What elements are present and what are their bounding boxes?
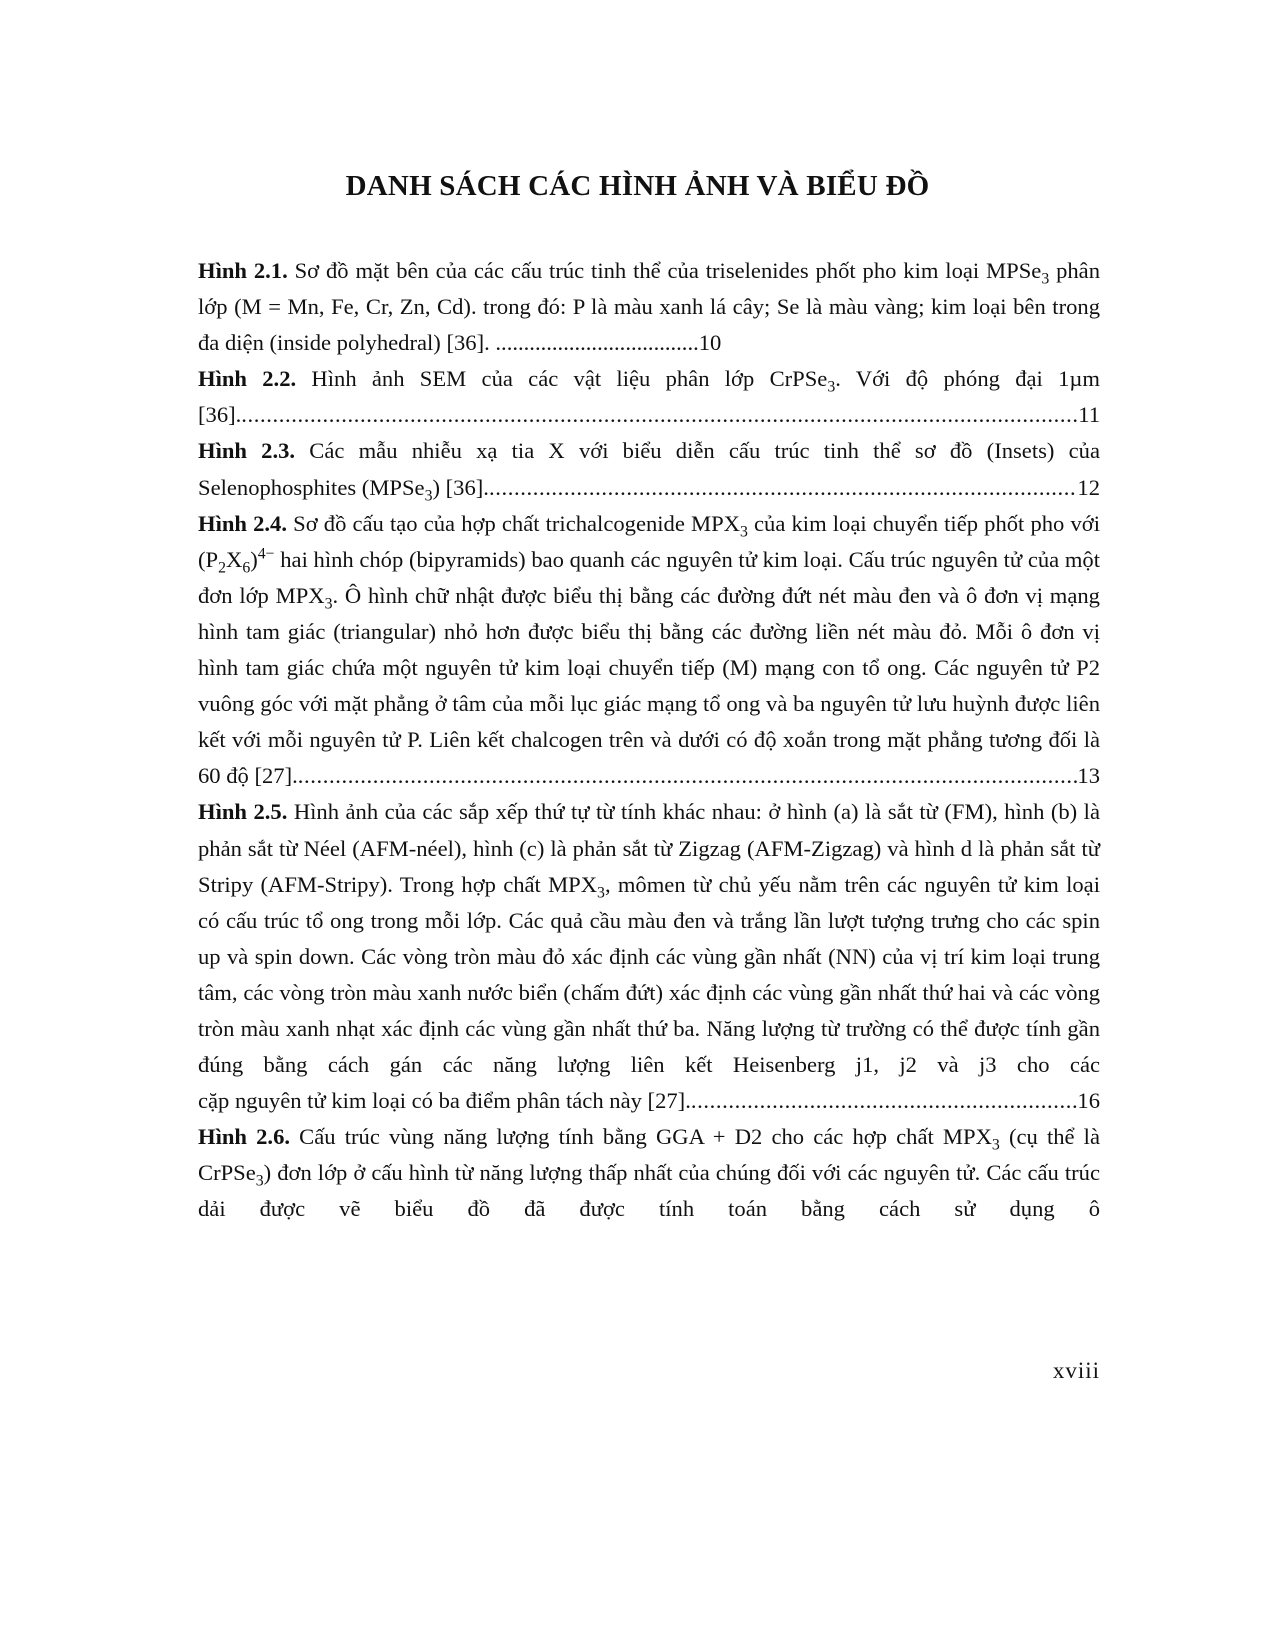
- leader-line: [198, 397, 1100, 433]
- dot-leader: [489, 470, 1077, 506]
- page-reference: 11: [1078, 402, 1100, 428]
- figure-caption-end: Selenophosphites (MPSe$_3$) [36].: [198, 474, 489, 505]
- figure-caption: Sơ đồ mặt bên của các cấu trúc tinh thể của triselenides phốt pho kim loại MPSe: [287, 258, 1042, 283]
- figure-entry-2-4[interactable]: Hình 2.4. Sơ đồ cấu tạo của hợp chất trichalcogenide $MPX_3$ của kim loại chuyển tiếp phốt pho với $(P_2X_6)^{4-}$ hai hình chóp (bipyramids) bao quanh các nguyên tử kim loại. Cấu trúc nguyên tử của một đơn lớp $MPX_3$. Ô hình chữ nhật được biểu thị bằng các đường đứt nét màu đen và ô đơn vị mạng hình tam giác (triangular) nhỏ hơn được biểu thị bằng các đường liền nét màu đỏ. Mỗi ô đơn vị hình tam giác chứa một nguyên tử kim loại chuyển tiếp (M) mạng con tổ ong. Các nguyên tử P2 vuông góc với mặt phẳng ở tâm của mỗi lục giác mạng tổ ong và ba nguyên tử lưu huỳnh được liên kết với mỗi nguyên tử P. Liên kết chalcogen trên và dưới có độ xoắn trong mặt phẳng tương đối là 60 độ [27]. ..... 13: [198, 506, 1100, 795]
- figure-label: Hình 2.5.: [198, 799, 288, 825]
- page-reference: 12: [1077, 474, 1100, 500]
- page-reference: 16: [1077, 1088, 1100, 1114]
- figure-entry-2-2[interactable]: Hình 2.2. Hình ảnh SEM của các vật liệu phân lớp CrPSe$_3$. Với độ phóng đại 1µm [36]. ..... 11: [198, 361, 1100, 433]
- leader-line: [198, 470, 1100, 506]
- figure-caption-end: 60 độ [27].: [198, 763, 298, 789]
- figure-caption-cont: phân lớp (M = Mn, Fe, Cr, Zn, Cd). trong đó: P là màu xanh lá cây; Se là màu vàng; kim loại bên trong đa diện (inside polyhedral) [36].: [198, 258, 1101, 356]
- leader-line: [198, 758, 1100, 794]
- dot-leader: ....................................: [495, 330, 699, 356]
- figure-caption: Các mẫu nhiễu xạ tia X với biểu diễn cấu trúc tinh thể sơ đồ (Insets) của: [295, 438, 1100, 464]
- leader-line: [198, 1083, 1100, 1119]
- figure-caption-end: cặp nguyên tử kim loại có ba điểm phân tách này [27].: [198, 1088, 691, 1114]
- figure-list: [198, 253, 1100, 1228]
- figure-caption-end: [36].: [198, 402, 242, 428]
- figure-caption: Hình ảnh SEM của các vật liệu phân lớp CrPSe: [296, 366, 828, 392]
- figure-label: Hình 2.3.: [198, 438, 296, 464]
- figure-entry-2-1[interactable]: Hình 2.1. Sơ đồ mặt bên của các cấu trúc tinh thể của triselenides phốt pho kim loại MPSe$_3$ phân lớp (M = Mn, Fe, Cr, Zn, Cd). trong đó: P là màu xanh lá cây; Se là màu vàng; kim loại bên trong đa diện (inside polyhedral) [36]. ....................................10: [198, 258, 1101, 356]
- figure-label: Hình 2.4.: [198, 510, 288, 536]
- figure-label: Hình 2.6.: [198, 1124, 291, 1150]
- page-reference: 10: [698, 330, 722, 356]
- dot-leader: [298, 758, 1078, 794]
- page-number: xviii: [1052, 1358, 1100, 1383]
- dot-leader: [241, 397, 1078, 433]
- dot-leader: [691, 1083, 1078, 1119]
- figure-label: Hình 2.1.: [198, 258, 288, 283]
- page-title: DANH SÁCH CÁC HÌNH ẢNH VÀ BIỂU ĐỒ: [345, 170, 930, 202]
- figure-entry-2-3[interactable]: [198, 433, 1100, 505]
- figure-label: Hình 2.2.: [198, 366, 297, 392]
- figure-entry-2-6[interactable]: Hình 2.6. Cấu trúc vùng năng lượng tính bằng GGA + D2 cho các hợp chất $MPX_3$ (cụ thể là CrPSe$_3$) đơn lớp ở cấu hình từ năng lượng thấp nhất của chúng đối với các nguyên tử. Các cấu trúc dải được vẽ biểu đồ đã được tính toán bằng cách sử dụng ô: [198, 1124, 1100, 1222]
- figure-caption-cont: . Với độ phóng đại 1µm: [835, 366, 1100, 392]
- page-reference: 13: [1077, 763, 1100, 789]
- figure-entry-2-5[interactable]: Hình 2.5. Hình ảnh của các sắp xếp thứ tự từ tính khác nhau: ở hình (a) là sắt từ (FM), hình (b) là phản sắt từ Néel (AFM-néel), hình (c) là phản sắt từ Zigzag (AFM-Zigzag) và hình d là phản sắt từ Stripy (AFM-Stripy). Trong hợp chất $MPX_3$, mômen từ chủ yếu nằm trên các nguyên tử kim loại có cấu trúc tổ ong trong mỗi lớp. Các quả cầu màu đen và trắng lần lượt tượng trưng cho các spin up và spin down. Các vòng tròn màu đỏ xác định các vùng gần nhất (NN) của vị trí kim loại trung tâm, các vòng tròn màu xanh nước biển (chấm đứt) xác định các vùng gần nhất thứ hai và các vòng tròn màu xanh nhạt xác định các vùng gần nhất thứ ba. Năng lượng từ trường có thể được tính gần đúng bằng cách gán các năng lượng liên kết Heisenberg j1, j2 và j3 cho các cặp nguyên tử kim loại có ba điểm phân tách này [27]. ..... 16: [198, 794, 1100, 1119]
